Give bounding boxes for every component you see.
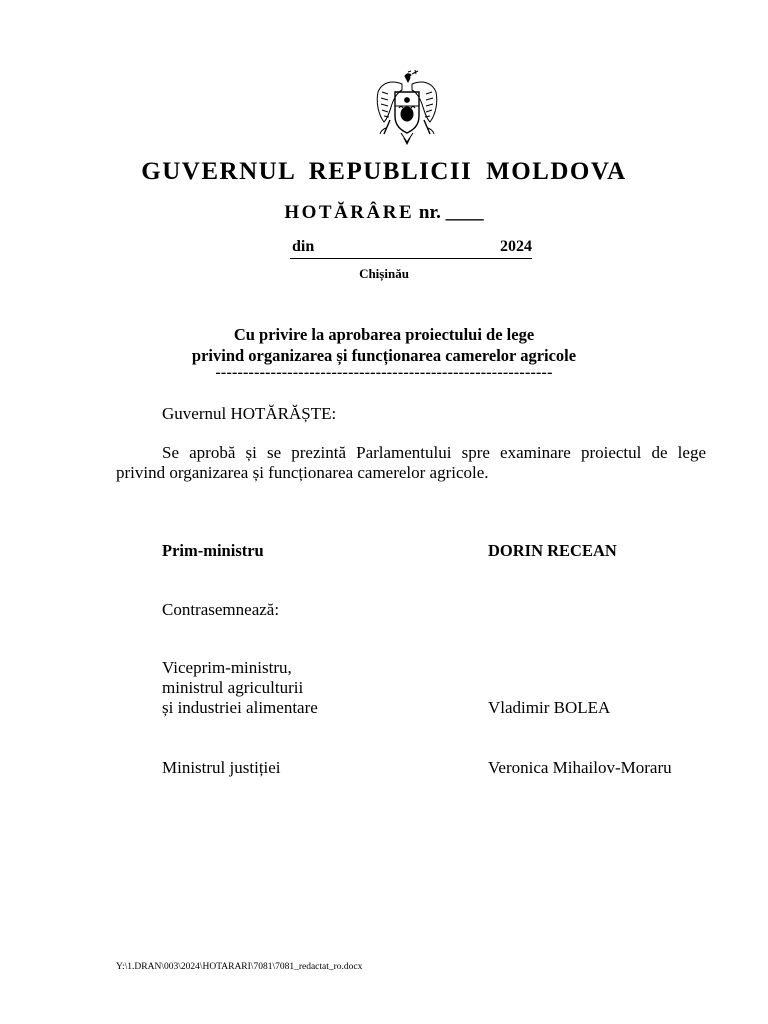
vice-pm-name: Vladimir BOLEA (488, 698, 611, 717)
date-label: din (292, 238, 315, 255)
subject-separator: ------------------------------------------------------------- (215, 364, 553, 381)
vice-pm-label-line-1: Viceprim-ministru, (162, 658, 292, 677)
vice-pm-label-line-2: ministrul agriculturii (162, 678, 304, 697)
city-name: Chișinău (359, 266, 409, 281)
government-name: GUVERNUL REPUBLICII MOLDOVA (141, 158, 627, 185)
prime-minister-label: Prim-ministru (162, 541, 264, 560)
decree-heading (0, 202, 768, 224)
coat-of-arms-icon (372, 70, 442, 146)
justice-minister-label: Ministrul justiției (162, 758, 281, 777)
date-year: 2024 (500, 238, 532, 255)
decree-title: HOTĂRÂRE (284, 202, 415, 223)
vice-pm-label-line-3: și industriei alimentare (162, 698, 318, 717)
file-path-footer: Y:\1.DRAN\003\2024\HOTARARI\7081\7081_redactat_ro.docx (116, 962, 363, 972)
subject-line-2: privind organizarea și funcționarea camerelor agricole (191, 346, 577, 365)
countersign-label: Contrasemnează: (162, 600, 280, 619)
body-paragraph-line-1: Se aprobă și se prezintă Parlamentului spre examinare proiectul de lege (162, 443, 706, 462)
decree-phrase: Guvernul HOTĂRĂȘTE: (162, 404, 337, 423)
decree-number: nr. ____ (414, 202, 484, 223)
justice-minister-name: Veronica Mihailov-Moraru (488, 758, 672, 777)
date-line (290, 238, 532, 259)
subject-line-1: Cu privire la aprobarea proiectului de lege (233, 325, 535, 344)
prime-minister-name: DORIN RECEAN (488, 541, 617, 560)
body-paragraph-line-2: privind organizarea și funcționarea camerelor agricole. (116, 463, 489, 482)
